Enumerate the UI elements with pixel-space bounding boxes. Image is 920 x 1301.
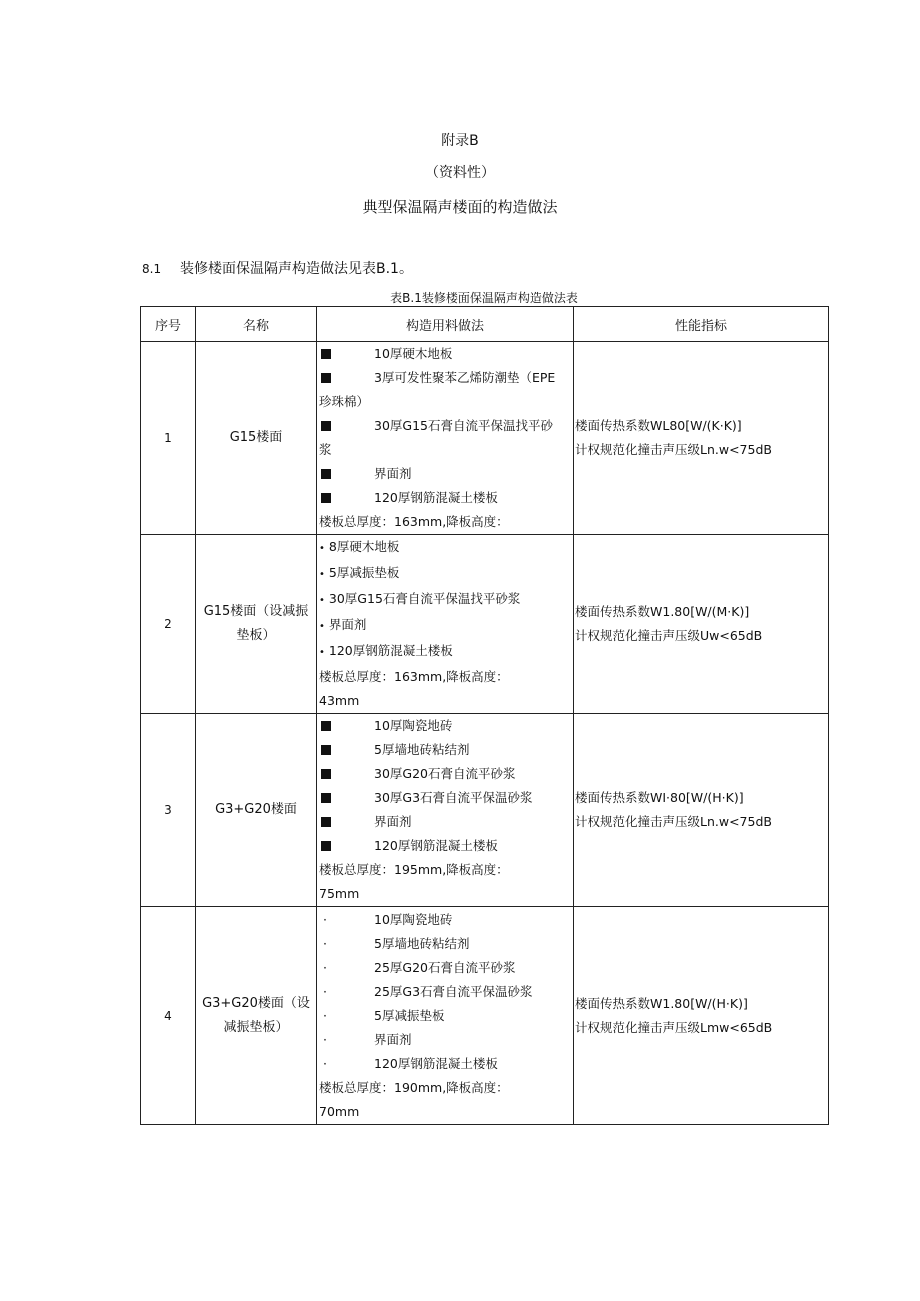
material-line	[319, 366, 573, 390]
material-text: 界面剂	[374, 1031, 412, 1047]
square-bullet-icon	[319, 462, 374, 486]
square-mark	[321, 841, 331, 851]
square-bullet-icon	[319, 486, 374, 510]
dot-bullet-icon: ·	[323, 935, 327, 951]
material-line	[319, 932, 573, 956]
material-line	[319, 1004, 573, 1028]
performance-line: 计权规范化撞击声压级Ln.w<75dB	[575, 442, 772, 457]
row-materials	[317, 907, 574, 1125]
square-mark	[321, 793, 331, 803]
row-index: 4	[141, 907, 196, 1125]
material-line	[319, 882, 573, 906]
bullet-icon: •	[319, 569, 325, 580]
material-line	[319, 1100, 573, 1124]
dot-bullet-icon: ·	[323, 1007, 327, 1023]
appendix-nature: （资料性）	[425, 165, 495, 181]
material-line	[319, 810, 573, 834]
material-line	[319, 956, 573, 980]
row-index: 1	[141, 342, 196, 535]
construction-table	[140, 306, 829, 1125]
square-mark	[321, 373, 331, 383]
bullet-icon: •	[319, 595, 325, 606]
material-text: 界面剂	[374, 814, 412, 829]
material-text: 楼板总厚度：163mm,降板高度：	[319, 514, 509, 529]
performance-line: 楼面传热系数WI·80[W∕(H·K)]	[575, 790, 744, 805]
row-name: G3+G20楼面	[196, 714, 317, 907]
material-line	[319, 342, 573, 366]
row-name: G15楼面（设减振垫板）	[196, 535, 317, 714]
square-mark	[321, 469, 331, 479]
material-text: 43mm	[319, 693, 360, 708]
material-line	[319, 414, 573, 438]
row-performance	[574, 342, 829, 535]
material-text: 10厚陶瓷地砖	[374, 718, 453, 733]
square-bullet-icon	[319, 342, 374, 366]
material-text: 25厚G3石膏自流平保温砂浆	[374, 983, 533, 999]
table-header-row	[141, 307, 829, 342]
header-materials: 构造用料做法	[317, 307, 574, 342]
material-text: 30厚G15石膏自流平保温找平砂	[374, 418, 553, 433]
material-line	[319, 858, 573, 882]
dot-bullet-icon: ·	[323, 983, 327, 999]
square-bullet-icon	[319, 714, 374, 738]
performance-line: 计权规范化撞击声压级Lmw<65dB	[575, 1019, 773, 1035]
bullet-icon: •	[319, 543, 325, 554]
dot-bullet-icon: ·	[323, 911, 327, 927]
material-text: 界面剂	[374, 466, 412, 481]
material-line	[319, 738, 573, 762]
material-text: 120厚钢筋混凝土楼板	[374, 838, 498, 853]
row-materials	[317, 714, 574, 907]
row-index: 3	[141, 714, 196, 907]
material-line	[319, 613, 573, 639]
material-line	[319, 535, 573, 561]
table-row	[141, 342, 829, 535]
material-text: 3厚可发性聚苯乙烯防潮垫（EPE	[374, 370, 556, 385]
square-bullet-icon	[319, 810, 374, 834]
dot-bullet-icon: ·	[323, 1031, 327, 1047]
material-line	[319, 390, 573, 414]
row-performance	[574, 907, 829, 1125]
square-bullet-icon	[319, 834, 374, 858]
material-line	[319, 714, 573, 738]
square-bullet-icon	[319, 762, 374, 786]
row-name: G3+G20楼面（设减振垫板）	[196, 907, 317, 1125]
material-text: 5厚减振垫板	[374, 1007, 445, 1023]
material-text: 5厚墙地砖粘结剂	[374, 935, 470, 951]
material-text: 楼板总厚度：190mm,降板高度：	[319, 1079, 509, 1095]
square-bullet-icon	[319, 738, 374, 762]
table-caption: 表B.1装修楼面保温隔声构造做法表	[390, 291, 578, 305]
header-name: 名称	[196, 307, 317, 342]
performance-line: 楼面传热系数W1.80[W∕(M·K)]	[575, 604, 750, 619]
section-8-1	[142, 258, 413, 278]
material-text: 楼板总厚度：195mm,降板高度：	[319, 862, 509, 877]
material-line	[319, 1076, 573, 1100]
row-name: G15楼面	[196, 342, 317, 535]
performance-line: 计权规范化撞击声压级Ln.w<75dB	[575, 814, 772, 829]
material-line	[319, 665, 573, 689]
material-text: 70mm	[319, 1103, 360, 1119]
square-bullet-icon	[319, 366, 374, 390]
material-line	[319, 462, 573, 486]
table-row	[141, 535, 829, 714]
square-mark	[321, 349, 331, 359]
material-text: 界面剂	[328, 617, 367, 632]
material-text: 5厚减振垫板	[328, 565, 400, 580]
performance-line: 计权规范化撞击声压级Uw<65dB	[575, 628, 763, 643]
row-performance	[574, 535, 829, 714]
square-mark	[321, 817, 331, 827]
material-line	[319, 762, 573, 786]
table-row	[141, 714, 829, 907]
material-text: 30厚G3石膏自流平保温砂浆	[374, 790, 533, 805]
material-text: 120厚钢筋混凝土楼板	[374, 490, 498, 505]
material-text: 120厚钢筋混凝土楼板	[374, 1055, 498, 1071]
material-line	[319, 486, 573, 510]
row-performance	[574, 714, 829, 907]
square-bullet-icon	[319, 414, 374, 438]
dot-bullet-icon: ·	[323, 1055, 327, 1071]
material-line	[319, 639, 573, 665]
table-row	[141, 907, 829, 1125]
material-line	[319, 587, 573, 613]
square-mark	[321, 493, 331, 503]
material-line	[319, 1052, 573, 1076]
row-materials	[317, 535, 574, 714]
material-text: 10厚硬木地板	[374, 346, 453, 361]
square-mark	[321, 721, 331, 731]
square-mark	[321, 421, 331, 431]
table-body	[141, 342, 829, 1125]
material-text: 75mm	[319, 886, 360, 901]
row-materials	[317, 342, 574, 535]
material-text: 珍珠棉）	[319, 394, 370, 409]
appendix-heading: 附录B	[441, 133, 479, 149]
material-text: 30厚G15石膏自流平保温找平砂浆	[328, 591, 521, 606]
material-line	[319, 438, 573, 462]
performance-line: 楼面传热系数W1.80[W∕(H·K)]	[575, 995, 748, 1011]
material-line	[319, 689, 573, 713]
material-text: 10厚陶瓷地砖	[374, 911, 453, 927]
square-mark	[321, 745, 331, 755]
bullet-icon: •	[319, 621, 325, 632]
material-line	[319, 980, 573, 1004]
section-number: 8.1	[142, 262, 162, 276]
material-line	[319, 561, 573, 587]
material-text: 8厚硬木地板	[328, 539, 400, 554]
bullet-icon: •	[319, 647, 325, 658]
material-line	[319, 510, 573, 534]
dot-bullet-icon: ·	[323, 959, 327, 975]
section-text: 装修楼面保温隔声构造做法见表B.1。	[180, 261, 413, 277]
material-text: 楼板总厚度：163mm,降板高度：	[319, 669, 509, 684]
material-line	[319, 908, 573, 932]
material-line	[319, 1028, 573, 1052]
material-text: 5厚墙地砖粘结剂	[374, 742, 470, 757]
performance-line: 楼面传热系数WL80[W∕(K·K)]	[575, 418, 742, 433]
material-text: 浆	[319, 442, 332, 457]
material-text: 25厚G20石膏自流平砂浆	[374, 959, 516, 975]
material-line	[319, 834, 573, 858]
row-index: 2	[141, 535, 196, 714]
material-text: 30厚G20石膏自流平砂浆	[374, 766, 516, 781]
material-text: 120厚钢筋混凝土楼板	[328, 643, 453, 658]
header-index: 序号	[141, 307, 196, 342]
square-bullet-icon	[319, 786, 374, 810]
appendix-title: 典型保温隔声楼面的构造做法	[362, 198, 558, 216]
square-mark	[321, 769, 331, 779]
material-line	[319, 786, 573, 810]
header-performance: 性能指标	[574, 307, 829, 342]
